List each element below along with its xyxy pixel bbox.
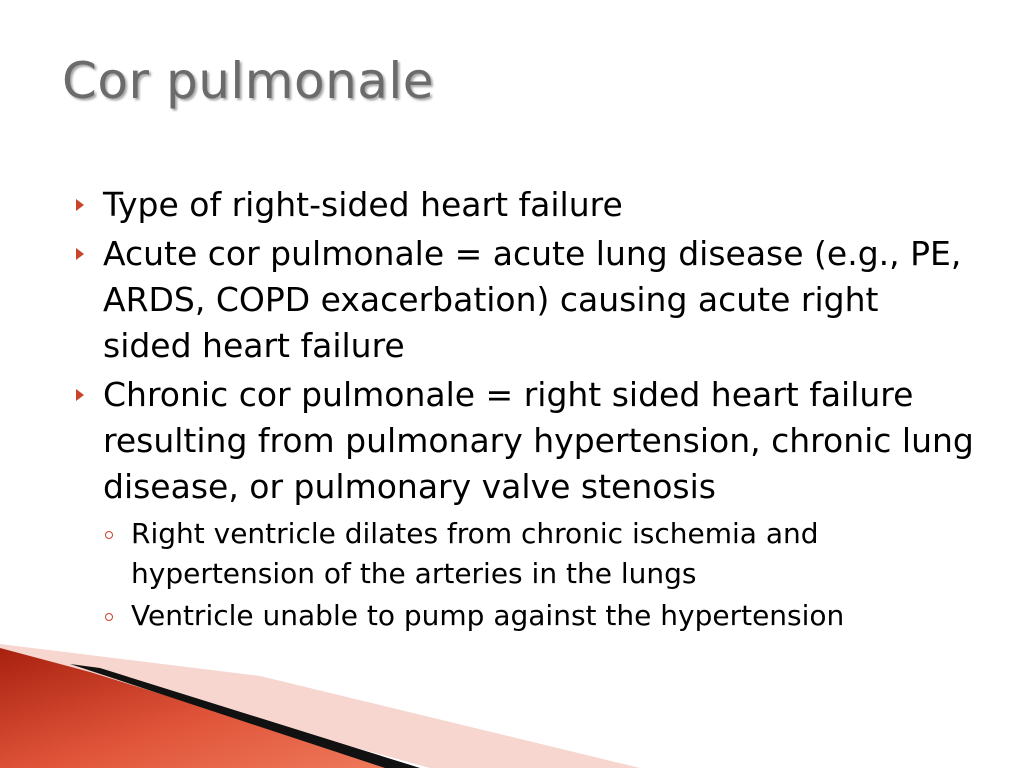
sub-bullet-text: Ventricle unable to pump against the hypertension: [131, 599, 845, 632]
bullet-text: Type of right-sided heart failure: [103, 185, 623, 224]
sub-bullet-list: [103, 514, 974, 636]
slide-title: Cor pulmonale: [62, 52, 435, 110]
triangle-bullet-icon: [76, 389, 84, 401]
circle-bullet-icon: [105, 613, 113, 621]
bullet-text: Acute cor pulmonale = acute lung disease (e.g., PE, ARDS, COPD exacerbation) causing acute right sided heart failure: [103, 234, 962, 365]
bullet-list: [74, 182, 974, 636]
sub-bullet-item: [103, 596, 974, 636]
slide-body: [74, 182, 974, 639]
triangle-bullet-icon: [76, 199, 84, 211]
triangle-bullet-icon: [76, 248, 84, 260]
bullet-item: [74, 231, 974, 369]
bullet-item: [74, 182, 974, 228]
sub-bullet-text: Right ventricle dilates from chronic ischemia and hypertension of the arteries in the lungs: [131, 517, 819, 590]
sub-bullet-item: [103, 514, 974, 594]
circle-bullet-icon: [105, 531, 113, 539]
bullet-item: [74, 372, 974, 636]
bullet-text: Chronic cor pulmonale = right sided heart failure resulting from pulmonary hypertension, chronic lung disease, or pulmonary valve stenosis: [103, 375, 974, 506]
